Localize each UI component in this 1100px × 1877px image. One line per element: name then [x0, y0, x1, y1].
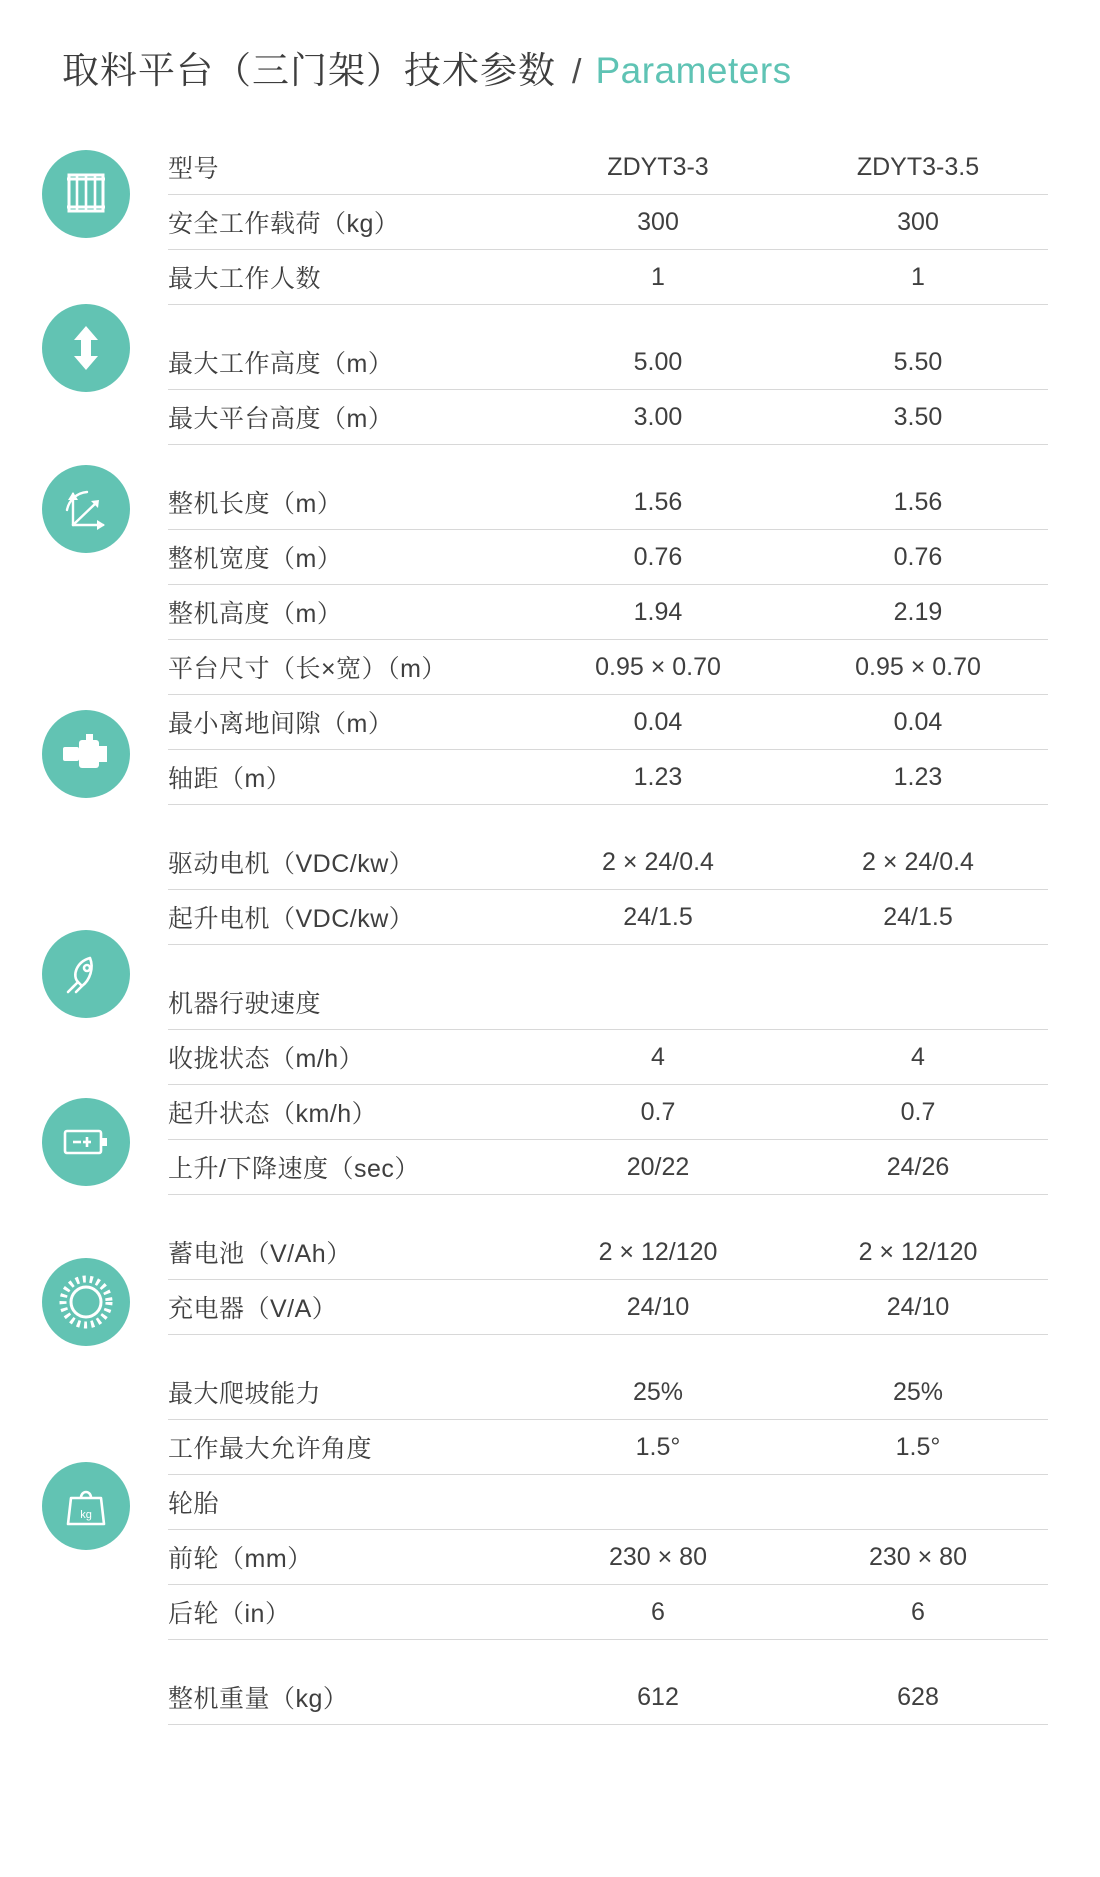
row-label: 型号 — [168, 140, 528, 195]
row-value-1: 2 × 24/0.4 — [528, 835, 788, 890]
row-label: 起升电机（VDC/kw） — [168, 890, 528, 945]
table-row — [168, 1585, 1048, 1640]
table-row — [168, 1085, 1048, 1140]
row-label: 整机高度（m） — [168, 585, 528, 640]
tire-icon — [42, 1258, 130, 1346]
row-value-1: 0.95 × 0.70 — [528, 640, 788, 695]
page-title-cn: 取料平台（三门架）技术参数 — [62, 50, 556, 91]
title-separator: / — [572, 53, 582, 91]
row-value-1: 0.7 — [528, 1085, 788, 1140]
row-value-2 — [788, 975, 1048, 1030]
group-spacer — [168, 1335, 1048, 1366]
mast-icon — [42, 150, 130, 238]
row-value-2: 1.5° — [788, 1420, 1048, 1475]
row-value-2: 2.19 — [788, 585, 1048, 640]
row-value-2: 24/1.5 — [788, 890, 1048, 945]
row-value-2: ZDYT3-3.5 — [788, 140, 1048, 195]
row-label: 整机长度（m） — [168, 475, 528, 530]
row-value-2: 628 — [788, 1670, 1048, 1725]
table-row — [168, 750, 1048, 805]
row-value-1: 4 — [528, 1030, 788, 1085]
group-spacer — [168, 1640, 1048, 1671]
row-label: 机器行驶速度 — [168, 975, 528, 1030]
row-value-1: 2 × 12/120 — [528, 1225, 788, 1280]
row-label: 平台尺寸（长×宽）（m） — [168, 640, 528, 695]
table-row — [168, 1030, 1048, 1085]
row-value-2: 1.23 — [788, 750, 1048, 805]
row-value-2: 0.95 × 0.70 — [788, 640, 1048, 695]
weight-kg-icon — [42, 1462, 130, 1550]
page-title-en: Parameters — [595, 50, 792, 91]
table-row — [168, 1420, 1048, 1475]
row-value-2: 4 — [788, 1030, 1048, 1085]
row-label: 最大平台高度（m） — [168, 390, 528, 445]
group-spacer — [168, 805, 1048, 836]
row-value-1: 24/10 — [528, 1280, 788, 1335]
row-value-1 — [528, 1475, 788, 1530]
row-value-2: 24/10 — [788, 1280, 1048, 1335]
row-value-2: 0.7 — [788, 1085, 1048, 1140]
group-spacer — [168, 945, 1048, 976]
row-label: 最小离地间隙（m） — [168, 695, 528, 750]
row-value-2 — [788, 1475, 1048, 1530]
table-row — [168, 140, 1048, 195]
table-row — [168, 1475, 1048, 1530]
row-label: 上升/下降速度（sec） — [168, 1140, 528, 1195]
row-value-2: 0.76 — [788, 530, 1048, 585]
row-value-2: 230 × 80 — [788, 1530, 1048, 1585]
table-row — [168, 335, 1048, 390]
row-value-1: 5.00 — [528, 335, 788, 390]
table-row — [168, 250, 1048, 305]
row-value-2: 24/26 — [788, 1140, 1048, 1195]
svg-text:kg: kg — [80, 1509, 92, 1521]
battery-icon — [42, 1098, 130, 1186]
row-value-2: 300 — [788, 195, 1048, 250]
table-row — [168, 835, 1048, 890]
row-label: 起升状态（km/h） — [168, 1085, 528, 1140]
table-row — [168, 695, 1048, 750]
row-value-2: 25% — [788, 1365, 1048, 1420]
rocket-speed-icon — [42, 930, 130, 1018]
table-row — [168, 1225, 1048, 1280]
table-row — [168, 1530, 1048, 1585]
group-spacer — [168, 445, 1048, 476]
row-value-1: 1.23 — [528, 750, 788, 805]
row-value-1: 3.00 — [528, 390, 788, 445]
row-label: 收拢状态（m/h） — [168, 1030, 528, 1085]
table-row — [168, 1365, 1048, 1420]
row-value-1: 1.5° — [528, 1420, 788, 1475]
row-value-1: 612 — [528, 1670, 788, 1725]
icon-column — [42, 0, 162, 1877]
row-value-2: 0.04 — [788, 695, 1048, 750]
row-label: 最大工作人数 — [168, 250, 528, 305]
row-value-1: 230 × 80 — [528, 1530, 788, 1585]
motor-icon — [42, 710, 130, 798]
row-value-1 — [528, 975, 788, 1030]
table-row — [168, 975, 1048, 1030]
table-row — [168, 530, 1048, 585]
row-label: 最大爬坡能力 — [168, 1365, 528, 1420]
row-label: 整机重量（kg） — [168, 1670, 528, 1725]
table-row — [168, 1670, 1048, 1725]
table-row — [168, 195, 1048, 250]
row-value-2: 5.50 — [788, 335, 1048, 390]
row-value-1: 300 — [528, 195, 788, 250]
row-value-1: 0.76 — [528, 530, 788, 585]
row-value-1: ZDYT3-3 — [528, 140, 788, 195]
row-value-1: 1.94 — [528, 585, 788, 640]
row-label: 工作最大允许角度 — [168, 1420, 528, 1475]
row-value-2: 1 — [788, 250, 1048, 305]
spec-table — [168, 140, 1048, 1725]
group-spacer — [168, 305, 1048, 336]
dimensions-axes-icon — [42, 465, 130, 553]
row-value-2: 3.50 — [788, 390, 1048, 445]
up-down-arrow-icon — [42, 304, 130, 392]
row-label: 后轮（in） — [168, 1585, 528, 1640]
row-label: 前轮（mm） — [168, 1530, 528, 1585]
table-row — [168, 390, 1048, 445]
row-value-2: 2 × 12/120 — [788, 1225, 1048, 1280]
row-value-1: 25% — [528, 1365, 788, 1420]
row-value-1: 24/1.5 — [528, 890, 788, 945]
row-label: 驱动电机（VDC/kw） — [168, 835, 528, 890]
row-value-2: 2 × 24/0.4 — [788, 835, 1048, 890]
row-value-1: 1 — [528, 250, 788, 305]
row-value-2: 6 — [788, 1585, 1048, 1640]
row-value-1: 1.56 — [528, 475, 788, 530]
table-row — [168, 475, 1048, 530]
group-spacer — [168, 1195, 1048, 1226]
row-label: 整机宽度（m） — [168, 530, 528, 585]
table-row — [168, 640, 1048, 695]
row-label: 轴距（m） — [168, 750, 528, 805]
table-row — [168, 585, 1048, 640]
row-value-1: 6 — [528, 1585, 788, 1640]
table-row — [168, 1280, 1048, 1335]
table-row — [168, 1140, 1048, 1195]
spec-table-wrap — [168, 140, 1048, 1725]
row-label: 安全工作载荷（kg） — [168, 195, 528, 250]
row-label: 蓄电池（V/Ah） — [168, 1225, 528, 1280]
row-value-1: 0.04 — [528, 695, 788, 750]
row-label: 充电器（V/A） — [168, 1280, 528, 1335]
row-value-2: 1.56 — [788, 475, 1048, 530]
table-row — [168, 890, 1048, 945]
row-label: 最大工作高度（m） — [168, 335, 528, 390]
page-title — [0, 0, 1100, 94]
row-value-1: 20/22 — [528, 1140, 788, 1195]
row-label: 轮胎 — [168, 1475, 528, 1530]
